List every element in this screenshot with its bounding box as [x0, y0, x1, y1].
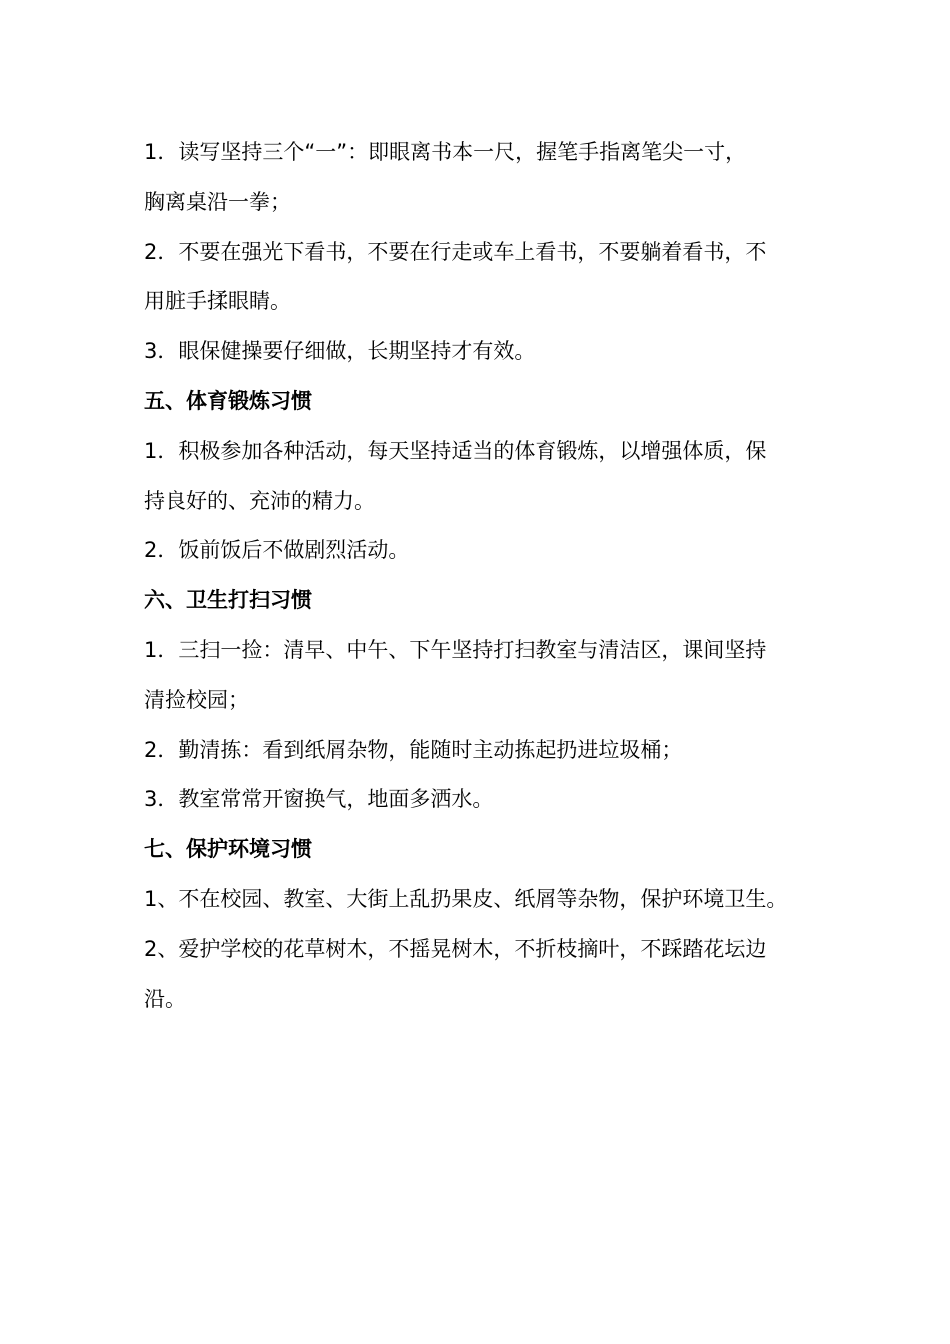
text-line: 持良好的、充沛的精力。	[144, 488, 375, 513]
text-line: 1．三扫一捡：清早、中午、下午坚持打扫教室与清洁区，课间坚持	[144, 637, 767, 662]
text-line: 胸离桌沿一拳；	[144, 189, 291, 214]
section-heading: 五、体育锻炼习惯	[144, 388, 312, 413]
text-line: 沿。	[144, 986, 186, 1011]
text-line: 2．饭前饭后不做剧烈活动。	[144, 538, 410, 563]
text-line: 1、不在校园、教室、大街上乱扔果皮、纸屑等杂物，保护环境卫生。	[144, 886, 788, 911]
text-line: 1．读写坚持三个“一”：即眼离书本一尺，握笔手指离笔尖一寸，	[144, 140, 747, 164]
text-line: 清捡校园；	[144, 687, 249, 712]
section-heading: 六、卫生打扫习惯	[144, 588, 312, 613]
document-page	[144, 128, 824, 1024]
text-line: 2．不要在强光下看书，不要在行走或车上看书，不要躺着看书，不	[144, 239, 767, 264]
text-line: 3．教室常常开窗换气，地面多洒水。	[144, 787, 494, 812]
text-line: 1．积极参加各种活动，每天坚持适当的体育锻炼，以增强体质，保	[144, 438, 767, 463]
text-line: 3．眼保健操要仔细做，长期坚持才有效。	[144, 339, 536, 364]
text-line: 2、爱护学校的花草树木，不摇晃树木，不折枝摘叶，不踩踏花坛边	[144, 936, 767, 961]
text-line: 2．勤清拣：看到纸屑杂物，能随时主动拣起扔进垃圾桶；	[144, 737, 683, 762]
section-heading: 七、保护环境习惯	[144, 837, 312, 862]
text-line: 用脏手揉眼睛。	[144, 289, 291, 314]
